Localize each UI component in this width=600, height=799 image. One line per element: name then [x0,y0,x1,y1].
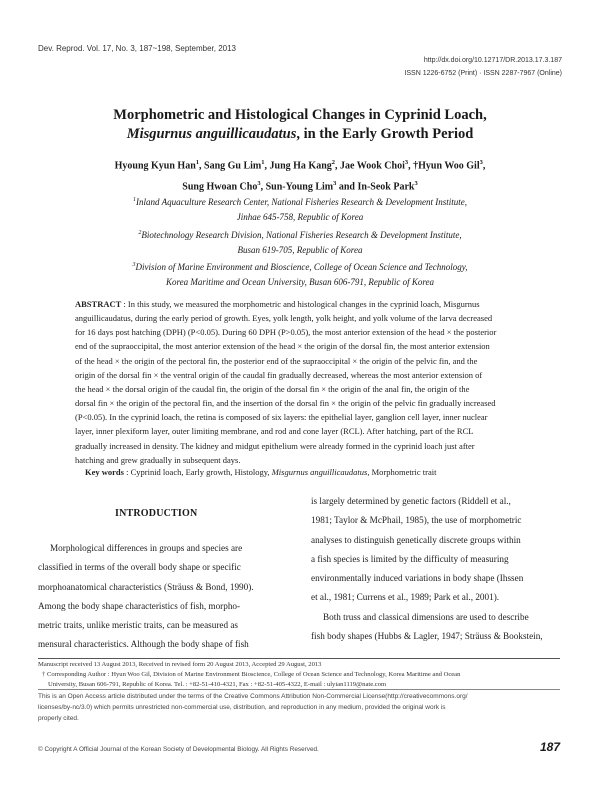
author-affiliation-mark: 1 [261,159,265,166]
abstract-line: gradually increased in density. The kidney and midgut epithelium were already formed in the cyprinid loach just after [75,440,475,451]
affiliations [50,193,550,291]
journal-citation: Dev. Reprod. Vol. 17, No. 3, 187~198, September, 2013 [38,44,236,53]
paper-title [50,106,550,144]
author-name: Jae Wook Choi [340,160,405,172]
footnote-divider [38,658,560,659]
abstract [75,297,527,467]
abstract-line: of the head × the origin of the pectoral fin, the posterior end of the supraoccipital × the origin of the pelvic fin, and the [75,355,478,366]
author-affiliation-mark: 3 [257,180,261,188]
body-line: mensural characteristics. Although the body shape of fish [38,639,249,650]
author-name: Jung Ha Kang [269,160,332,172]
body-line: analyses to distinguish genetically discrete groups within [311,534,521,545]
title-rest: , in the Early Growth Period [296,126,474,142]
body-line: metric traits, unlike meristic traits, can be measured as [38,620,239,631]
abstract-line: dorsal fin × the origin of the pectoral fin, and the insertion of the dorsal fin × the origin of the pelvic fin gradually increased [75,398,496,409]
title-species: Misgurnus anguillicaudatus [126,126,297,142]
body-line: fish body shapes (Hubbs & Lagler, 1947; Sträuss & Bookstein, [311,631,543,642]
keywords-label: Key words [85,467,124,477]
author-name: Sun-Young Lim [265,181,334,193]
author-affiliation-mark: 2 [331,159,336,166]
abstract-label: ABSTRACT [75,299,122,309]
author-affiliation-mark: 3 [333,180,337,188]
title-line-1: Morphometric and Histological Changes in Cyprinid Loach, [113,107,487,123]
author-separator: , [260,181,266,193]
abstract-line: ABSTRACT : In this study, we measured the morphometric and histological changes in the cyprinid loach, Misgurnus [75,299,480,309]
issn-line: ISSN 1226-6752 (Print) · ISSN 2287-7967 (Online) [404,70,562,77]
body-line: morphoanatomical characteristics (Sträuss & Bond, 1990). [38,581,254,592]
abstract-line: layer, inner plexiform layer, outer limiting membrane, and rod and cone layer (RCL). After hatching, part of the RCL [75,426,474,437]
corresponding-author: † Corresponding Author : Hyun Woo Gil, Division of Marine Environment Bioscience, College of Ocean Science and Technology, Korea Maritime and Ocean University, Busan 606-791, Republic of Korea. Tel. : +82-51-410-4321, Fax : +82-51-405-4322, E-mail : ulyian1119@nate.com [42,671,461,688]
author-name: †Hyun Woo Gil [413,160,480,172]
body-line: 1981; Taylor & McPhail, 1985), the use of morphometric [311,515,522,526]
author-name: Sang Gu Lim [204,160,262,172]
section-heading-introduction: INTRODUCTION [115,508,198,519]
author-name: Sung Hwoan Cho [182,181,258,193]
body-line: environmentally induced variations in body shape (Ihssen [311,573,524,584]
manuscript-dates: Manuscript received 13 August 2013, Received in revised form 20 August 2013, Accepted 29 August, 2013 [38,661,322,668]
abstract-line: end of the supraoccipital, the most anterior extension of the head × the origin of the dorsal fin, the most anterior extension [75,341,490,352]
author-separator: , [335,160,341,172]
license-notice: This is an Open Access article distributed under the terms of the Creative Commons Attribution Non-Commercial License(http://creativecommons.org/ licenses/by-nc/3.0) which permits unrestricted non-commercial use, distribution, and reproduction in any medium, provided the original work is properly cited. [38,693,468,722]
author-affiliation-mark: 3 [404,159,409,166]
author-separator: , [199,160,205,172]
copyright-notice: © Copyright A Official Journal of the Korean Society of Developmental Biology. All Rights Reserved. [38,746,319,753]
author-separator: and [336,181,358,193]
doi-link[interactable]: http://dx.doi.org/10.12717/DR.2013.17.3.187 [423,57,562,64]
author-separator: , [264,160,270,172]
body-line: Both truss and classical dimensions are used to describe [323,611,529,622]
author-separator: , [408,160,414,172]
author-name: In-Seok Park [357,181,415,193]
affiliation-1: $^1$Inland Aquaculture Research Center, National Fisheries Research & Development Institute, [132,197,468,207]
keywords: Key words : Cyprinid loach, Early growth, Histology, Misgurnus anguillicaudatus, Morphometric trait [85,467,437,477]
abstract-line: hatching and grew gradually in subsequent days. [75,454,241,465]
affiliation-1-cont: Jinhae 645-758, Republic of Korea [236,212,364,223]
body-line: a fish species is limited by the difficulty of measuring [311,553,509,564]
author-affiliation-mark: 3 [479,159,483,166]
license-divider [38,689,560,690]
body-column-right [311,492,563,646]
page-number: 187 [539,740,560,754]
body-line: Morphological differences in groups and species are [50,543,243,553]
body-line: classified in terms of the overall body shape or specific [38,562,241,573]
body-line: Among the body shape characteristics of fish, morpho- [38,600,241,611]
abstract-line: origin of the dorsal fin × the ventral origin of the caudal fin gradually decreased, whereas the most anterior extension of [75,369,483,380]
affiliation-3-cont: Korea Maritime and Ocean University, Busan 606-791, Republic of Korea [165,277,435,288]
affiliation-2: $^2$Biotechnology Research Division, National Fisheries Research & Development Institute, [138,229,462,240]
author-name: Hyoung Kyun Han [114,160,196,172]
title-line-2 [50,125,550,144]
abstract-line: the head × the dorsal origin of the caudal fin, the origin of the dorsal fin × the origin of the anal fin, the origin of the [75,383,470,394]
author-affiliation-mark: 3 [414,180,418,188]
abstract-line: (P<0.05). In the cyprinid loach, the retina is composed of six layers: the epithelial layer, ganglion cell layer, inner nuclear [75,412,488,423]
affiliation-3: $^3$Division of Marine Environment and Bioscience, College of Ocean Science and Technology, [132,262,468,273]
author-line-1 [50,154,550,175]
affiliation-2-cont: Busan 619-705, Republic of Korea [237,244,363,255]
body-column-left [38,539,290,655]
body-line: et al., 1981; Currens et al., 1989; Park et al., 2001). [311,592,500,603]
author-separator: , [482,160,486,172]
author-affiliation-mark: 1 [195,159,200,166]
author-list [50,154,550,197]
body-line: is largely determined by genetic factors (Riddell et al., [311,496,511,506]
abstract-line: for 16 days post hatching (DPH) (P<0.05). During 60 DPH (P>0.05), the most anterior extension of the head × the posterior [75,327,497,338]
abstract-line: anguillicaudatus, during the early period of growth. Eyes, yolk length, yolk height, and yolk volume of the larva decreased [75,313,493,324]
